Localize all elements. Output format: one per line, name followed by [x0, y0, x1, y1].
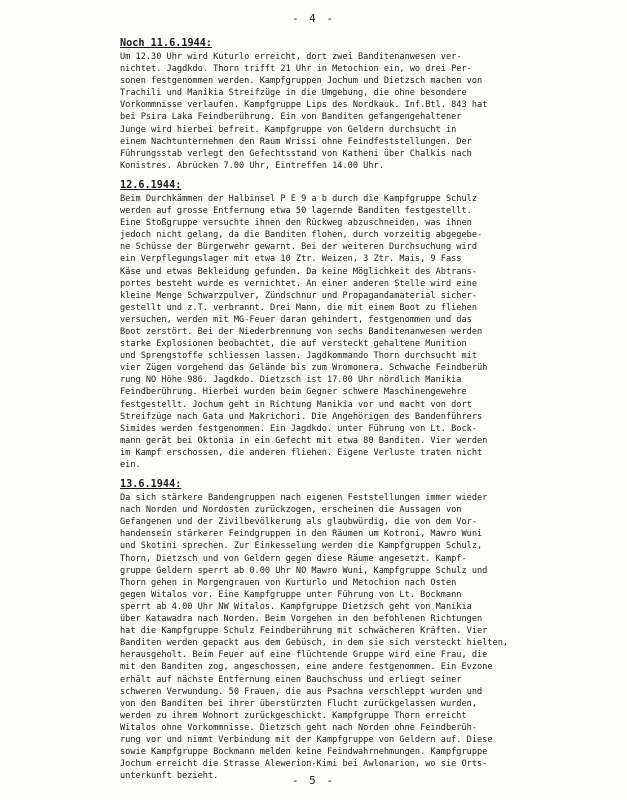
text-line: Streifzüge nach Gata und Makrichori. Die Angehörigen des Bandenführers — [120, 411, 483, 422]
text-line: Witalos ohne Vorkommnisse. Dietzsch geht nach Norden ohne Feindberüh- — [120, 722, 477, 733]
text-line: Simides werden festgenommen. Ein Jagdkdo. unter Führung von Lt. Bock- — [120, 423, 477, 434]
text-line: ein. — [120, 460, 141, 470]
text-line: Vorkommnisse verlaufen. Kampfgruppe Lips des Nordkauk. Inf.Btl. 843 hat — [120, 100, 488, 111]
text-line: Banditen werden gepackt aus dem Gebüsch, in dem sie sich versteckt hielten, — [120, 638, 509, 649]
text-line: und Skotini sprechen. Zur Einkesselung werden die Kampfgruppen Schulz, — [120, 541, 483, 552]
text-line: versuchen, werden mit MG-Feuer daran gehindert, festgenommen und das — [120, 314, 472, 325]
text-line: portes besteht wurde es vernichtet. An einer anderen Stelle wird eine — [120, 278, 477, 289]
text-line: Käse und etwas Bekleidung gefunden. Da keine Möglichkeit des Abtrans- — [120, 266, 477, 277]
text-line: schweren Verwundung. 50 Frauen, die aus Psachna verschleppt wurden und — [120, 686, 483, 697]
text-line: sperrt ab 4.00 Uhr NW Witalos. Kampfgruppe Dietzsch geht von Manikia — [120, 601, 472, 612]
text-line: bei Psira Laka Feindberührung. Ein von Banditen gefangengehaltener — [120, 112, 462, 123]
text-line: und Sprengstoffe schliessen lassen. Jagdkommando Thorn durchsucht mit — [120, 351, 477, 362]
text-line: ne Schüsse der Bürgerwehr gewarnt. Bei der weiteren Durchsuchung wird — [120, 242, 477, 253]
text-line: hat die Kampfgruppe Schulz Feindberührung mit schwächeren Kräften. Vier — [120, 626, 488, 637]
text-line: Junge wird hierbei befreit. Kampfgruppe von Geldern durchsucht in — [120, 124, 457, 135]
section-date-heading: 13.6.1944: — [120, 479, 182, 491]
section-date-heading: 12.6.1944: — [120, 179, 182, 191]
text-line: Boot zerstört. Bei der Niederbrennung von sechs Banditenanwesen werden — [120, 326, 483, 337]
text-line: kleine Menge Schwarzpulver, Zündschnur und Propagandamaterial sicher- — [120, 290, 477, 301]
page-number-bottom: - 5 - — [291, 774, 336, 787]
text-line: starke Explosionen beobachtet, die auf versteckt gehaltene Munition — [120, 339, 467, 350]
text-line: Gefangenen und der Zivilbevölkerung als glaubwürdig, die von dem Vor- — [120, 517, 477, 528]
text-line: Eine Stoßgruppe versuchte ihnen den Rückweg abzuschneiden, was ihnen — [120, 218, 472, 229]
text-line: festgestellt. Jochum geht in Richtung Manikia vor und macht von dort — [120, 399, 472, 410]
document-body — [120, 38, 614, 782]
text-line: herausgeholt. Beim Feuer auf eine flüchtende Gruppe wird eine Frau, die — [120, 650, 488, 661]
text-line: unterkunft bezieht. — [120, 771, 219, 782]
text-line: ein Verpflegungslager mit etwa 10 Ztr. Weizen, 3 Ztr. Mais, 9 Fass — [120, 254, 462, 265]
text-line: gruppe Geldern sperrt ab 0.00 Uhr NO Mawro Wuni, Kampfgruppe Schulz und — [120, 565, 488, 576]
text-line: Führungsstab verlegt den Gefechtsstand von Katheni über Chalkis nach — [120, 148, 472, 159]
text-line: von den Banditen bei ihrer überstürzten Flucht zurückgelassen wurden, — [120, 698, 477, 709]
text-line: über Katawadra nach Norden. Beim Vorgehen in den befohlenen Richtungen — [120, 614, 483, 625]
text-line: Um 12.30 Uhr wird Kuturlo erreicht, dort zwei Banditenanwesen ver- — [120, 52, 462, 62]
section-paragraph — [120, 193, 614, 471]
text-line: Jochum erreicht die Strasse Alewerion-Kimi bei Awlonarion, wo sie Orts- — [120, 759, 488, 770]
text-line: einem Nachtunternehmen den Raum Wrissi ohne Feindfeststellungen. Der — [120, 136, 472, 147]
text-line: Konistres. Abrücken 7.00 Uhr, Eintreffen 14.00 Uhr. — [120, 160, 384, 171]
text-line: gegen Witalos vor. Eine Kampfgruppe unter Führung von Lt. Bockmann — [120, 589, 462, 600]
section-paragraph — [120, 492, 614, 782]
text-line: werden auf grosse Entfernung etwa 50 lagernde Banditen festgestellt. — [120, 206, 472, 217]
text-line: im Kampf erschossen, die anderen fliehen. Eigene Verluste traten nicht — [120, 447, 483, 458]
text-line: erhält auf nächste Entfernung einen Bauchschuss und erliegt seiner — [120, 674, 462, 685]
text-line: nichtet. Jagdkdo. Thorn trifft 21 Uhr in Metochion ein, wo drei Per- — [120, 64, 472, 75]
text-line: sonen festgenommen werden. Kampfgruppen Jochum und Dietzsch machen von — [120, 76, 483, 87]
text-line: Thorn gehen in Morgengrauen von Kurturlo und Metochion nach Osten — [120, 577, 457, 588]
text-line: Trachili und Manikia Streifzüge in die Umgebung, die ohne besondere — [120, 88, 467, 99]
text-line: nach Norden und Nordosten zurückzogen, erscheinen die Aussagen von — [120, 505, 462, 516]
text-line: werden zu ihrem Wohnort zurückgeschickt. Kampfgruppe Thorn erreicht — [120, 710, 467, 721]
text-line: Da sich stärkere Bandengruppen nach eigenen Feststellungen immer wieder — [120, 493, 488, 504]
section-date-heading: Noch 11.6.1944: — [120, 38, 213, 49]
text-line: Beim Durchkämmen der Halbinsel P E 9 a b durch die Kampfgruppe Schulz — [120, 193, 477, 204]
section-paragraph — [120, 51, 614, 172]
text-line: handensein stärkerer Feindgruppen in den Räumen um Kotroni, Mawro Wuni — [120, 529, 483, 540]
text-line: jedoch nicht gelang, da die Banditen flohen, durch vorzeitig abgegebe- — [120, 230, 483, 241]
text-line: sowie Kampfgruppe Bockmann melden keine Feindwahrnehmungen. Kampfgruppe — [120, 747, 488, 758]
text-line: Thorn, Dietzsch und von Geldern gegen diese Räume angesetzt. Kampf- — [120, 553, 467, 564]
page-number-top: - 4 - — [291, 12, 336, 25]
text-line: Feindberührung. Hierbei wurden beim Gegner schwere Maschinengewehre — [120, 387, 467, 398]
text-line: vier Zügen vorgehend das Gelände bis zum Wromonera. Schwache Feindberüh — [120, 363, 488, 374]
text-line: rung vor und nimmt Verbindung mit der Kampfgruppe von Geldern auf. Diese — [120, 734, 493, 745]
text-line: mann gerät bei Oktonia in ein Gefecht mit etwa 80 Banditen. Vier werden — [120, 435, 488, 446]
text-line: gestellt und z.T. verbrannt. Drei Mann, die mit einem Boot zu fliehen — [120, 302, 477, 313]
text-line: rung NO Höhe 986. Jagdkdo. Dietzsch ist 17.00 Uhr nördlich Manikia — [120, 375, 462, 386]
text-line: mit den Banditen zog, angeschossen, eine andere festgenommen. Ein Evzone — [120, 662, 493, 673]
